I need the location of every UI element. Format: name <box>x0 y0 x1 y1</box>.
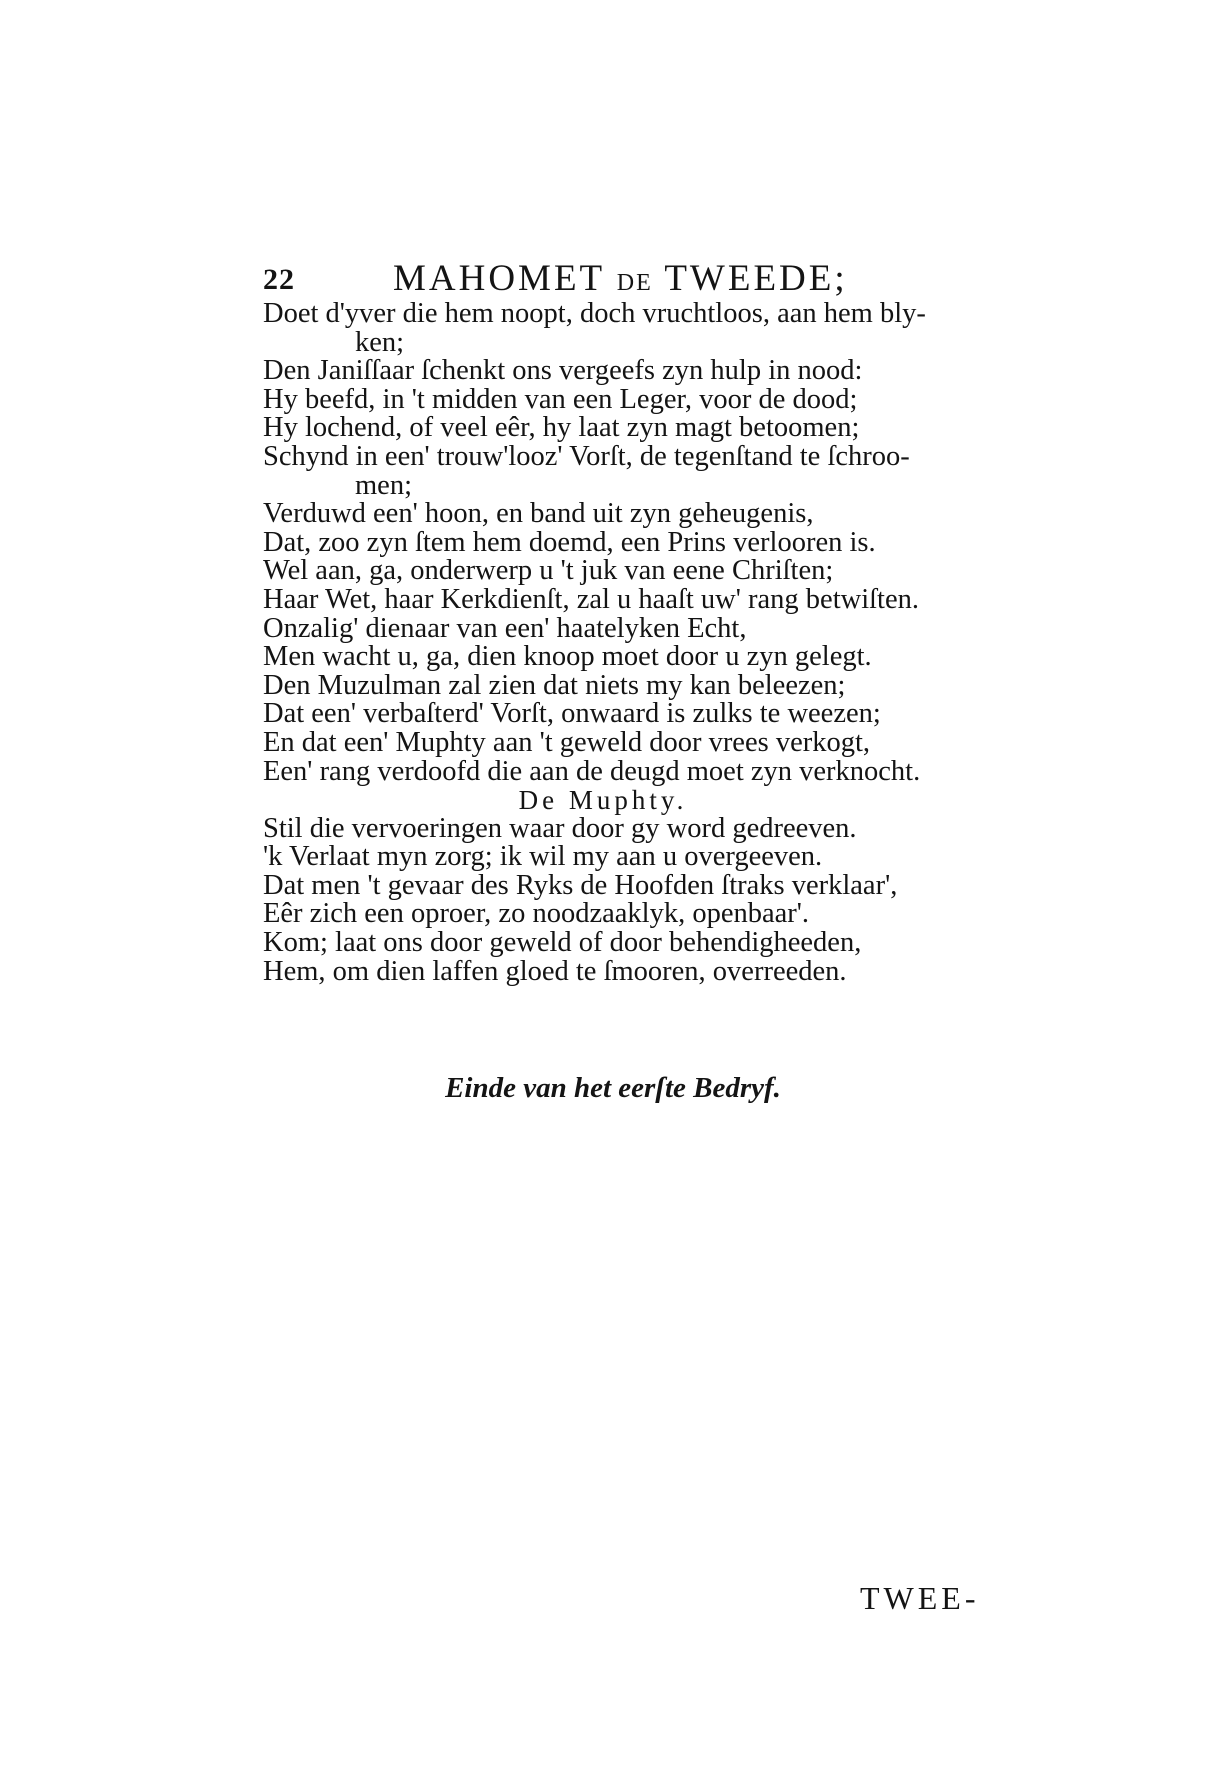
verse-line: En dat een' Muphty aan 't geweld door vrees verkogt, <box>263 726 871 758</box>
verse-line: ken; <box>355 326 405 358</box>
verse-line: Haar Wet, haar Kerkdienſt, zal u haaſt uw' rang betwiſten. <box>263 583 919 615</box>
running-title-part1: MAHOMET <box>393 258 617 299</box>
verse-block <box>263 300 983 986</box>
verse-line: 'k Verlaat myn zorg; ik wil my aan u overgeeven. <box>263 841 823 873</box>
verse-line: Schynd in een' trouw'looz' Vorſt, de tegenſtand te ſchroo- <box>263 440 910 472</box>
verse-line: Dat een' verbaſterd' Vorſt, onwaard is zulks te weezen; <box>263 698 881 730</box>
verse-line: Onzalig' dienaar van een' haatelyken Echt, <box>263 612 747 644</box>
verse-line: Doet d'yver die hem noopt, doch vruchtloos, aan hem bly- <box>263 298 926 329</box>
verse-line: Den Muzulman zal zien dat niets my kan beleezen; <box>263 669 846 701</box>
verse-line: Kom; laat ons door geweld of door behendigheeden, <box>263 927 862 959</box>
page-number: 22 <box>263 263 295 296</box>
verse-line: Verduwd een' hoon, en band uit zyn geheugenis, <box>263 498 814 530</box>
verse-line: Eêr zich een oproer, zo noodzaaklyk, openbaar'. <box>263 898 810 930</box>
verse-line: Een' rang verdoofd die aan de deugd moet zyn verknocht. <box>263 755 921 787</box>
verse-line: Hy beefd, in 't midden van een Leger, voor de dood; <box>263 383 858 415</box>
running-title-part2: TWEEDE; <box>652 258 848 299</box>
verse-line: Den Janiſſaar ſchenkt ons vergeefs zyn hulp in nood: <box>263 355 863 387</box>
verse-line: Men wacht u, ga, dien knoop moet door u zyn gelegt. <box>263 641 872 673</box>
end-of-act-note: Einde van het eerſte Bedryf. <box>445 1072 781 1104</box>
verse-line: men; <box>355 469 412 501</box>
verse-line: Dat, zoo zyn ſtem hem doemd, een Prins verlooren is. <box>263 526 876 558</box>
running-title <box>393 257 848 300</box>
speaker-heading: De Muphty. <box>518 785 688 816</box>
verse-line: Dat men 't gevaar des Ryks de Hoofden ſtraks verklaar', <box>263 869 898 901</box>
verse-line: Hem, om dien laffen gloed te ſmooren, overreeden. <box>263 955 847 987</box>
running-title-small: DE <box>616 270 653 296</box>
catchword: TWEE- <box>860 1580 980 1616</box>
verse-line: Hy lochend, of veel eêr, hy laat zyn magt betoomen; <box>263 412 860 444</box>
verse-line: Wel aan, ga, onderwerp u 't juk van eene Chriſten; <box>263 555 834 587</box>
verse-line: Stil die vervoeringen waar door gy word gedreeven. <box>263 812 857 844</box>
